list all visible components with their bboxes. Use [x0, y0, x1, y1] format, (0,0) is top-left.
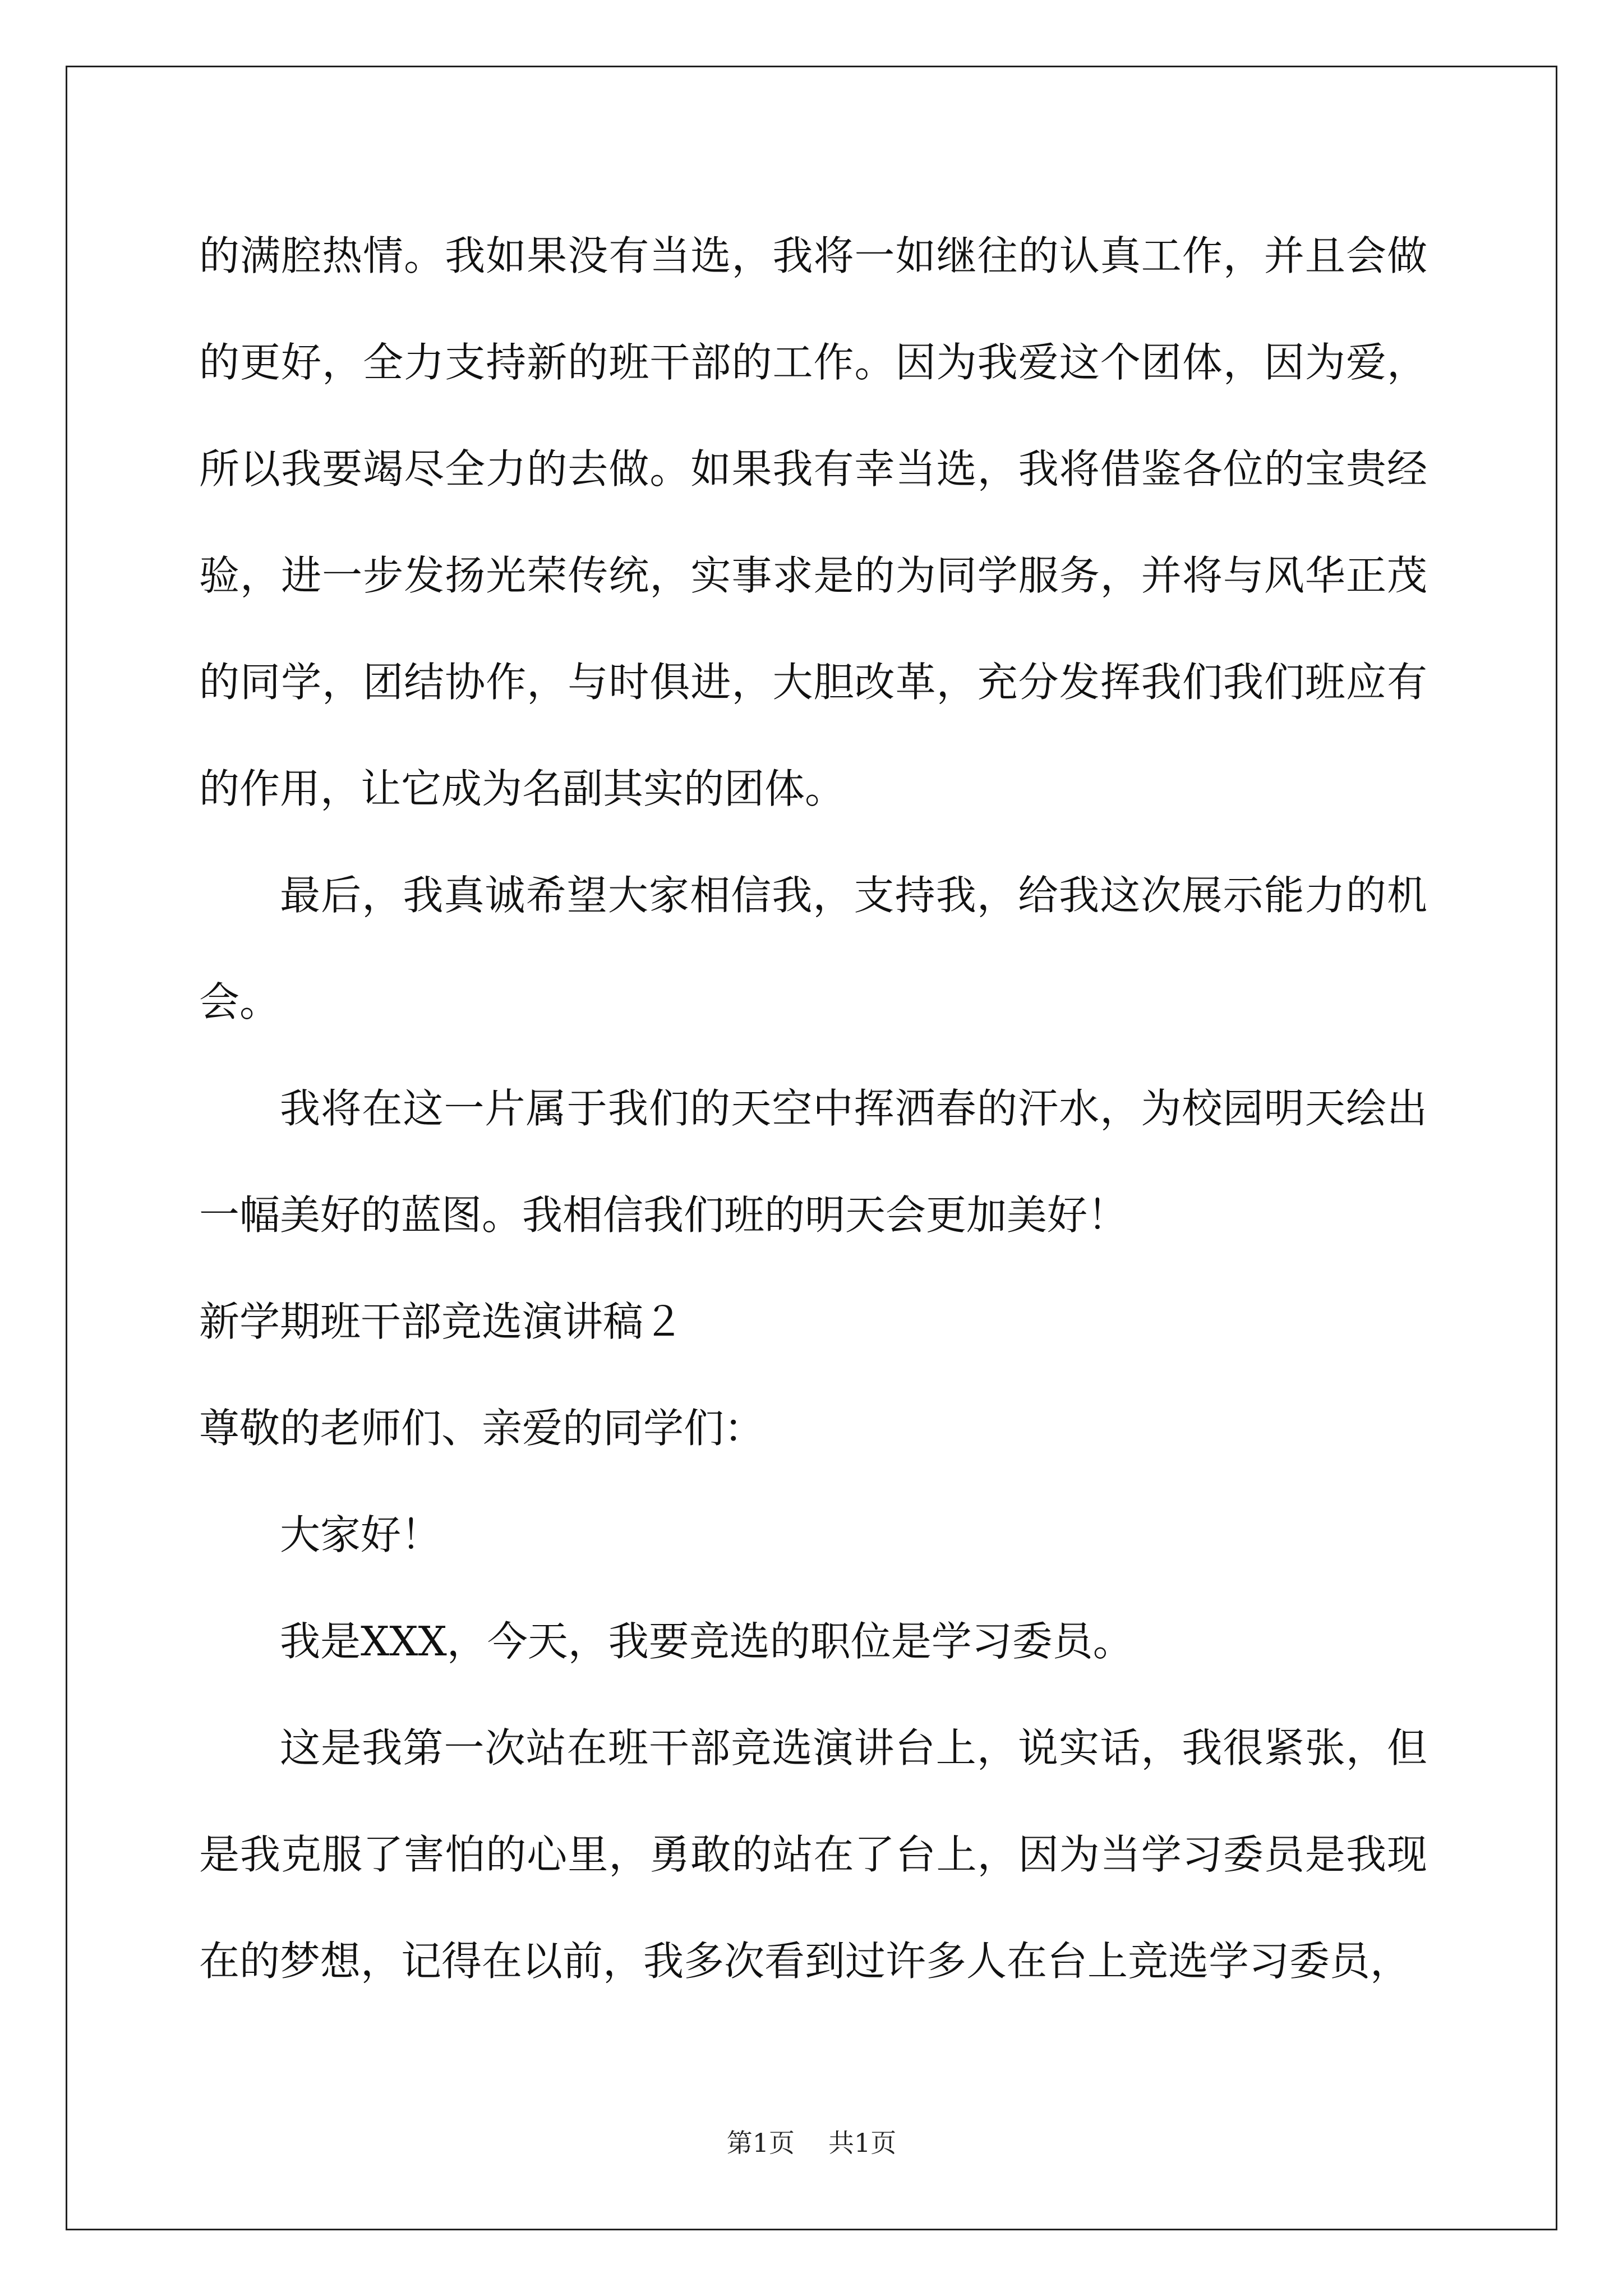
document-body: [199, 203, 1427, 2014]
paragraph-continued: 的满腔热情。我如果没有当选，我将一如继往的认真工作，并且会做的更好，全力支持新的班干部的工作。因为我爱这个团体，因为爱，所以我要竭尽全力的去做。如果我有幸当选，我将借鉴各位的宝贵经验，进一步发扬光荣传统，实事求是的为同学服务，并将与风华正茂的同学，团结协作，与时俱进，大胆改革，充分发挥我们我们班应有的作用，让它成为名副其实的团体。: [199, 232, 1427, 812]
salutation: 尊敬的老师们、亲爱的同学们：: [199, 1405, 765, 1452]
paragraph-first-time: 这是我第一次站在班干部竞选演讲台上，说实话，我很紧张，但是我克服了害怕的心里，勇敢的站在了台上，因为当学习委员是我现在的梦想，记得在以前，我多次看到过许多人在台上竞选学习委员，: [199, 1724, 1427, 1985]
section-title: 新学期班干部竞选演讲稿２: [199, 1298, 684, 1345]
page-number: 第1页: [726, 2128, 795, 2158]
greeting: 大家好！: [280, 1511, 442, 1558]
paragraph-closing-request: 最后，我真诚希望大家相信我，支持我，给我这次展示能力的机会。: [199, 872, 1427, 1025]
paragraph-closing-vision: 我将在这一片属于我们的天空中挥洒春的汗水，为校园明天绘出一幅美好的蓝图。我相信我们班的明天会更加美好！: [199, 1085, 1427, 1239]
page-footer: [0, 2126, 1623, 2160]
page-total: 共1页: [828, 2128, 897, 2158]
self-introduction: 我是XXX，今天，我要竞选的职位是学习委员。: [280, 1618, 1133, 1665]
